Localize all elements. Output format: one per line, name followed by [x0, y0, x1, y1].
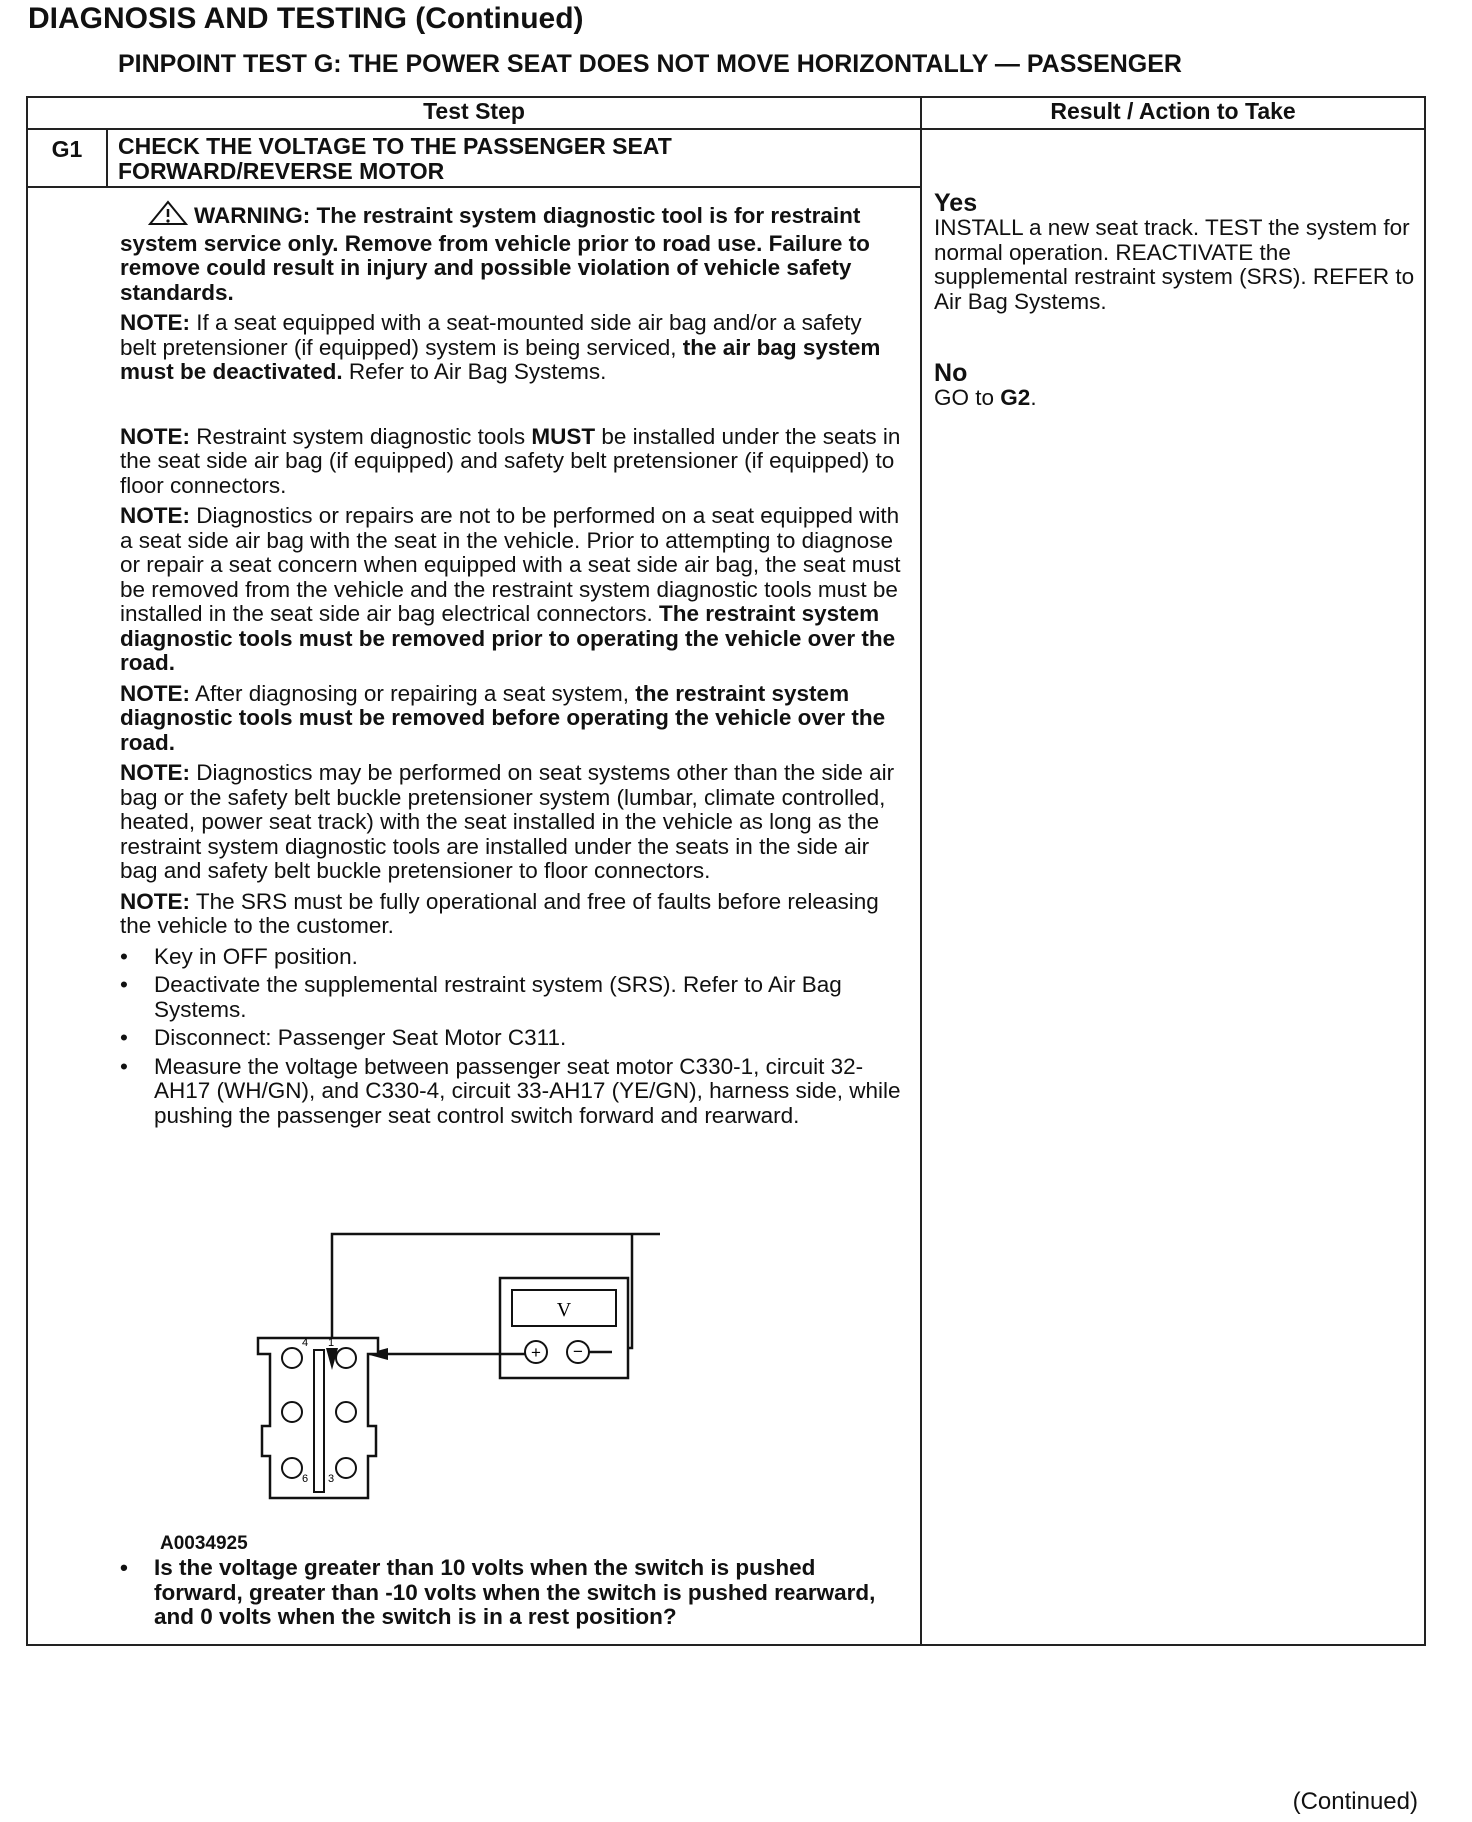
figure-id: A0034925	[160, 1532, 248, 1554]
voltmeter-diagram	[160, 1226, 904, 1522]
svg-text:6: 6	[302, 1473, 309, 1485]
note-no-repair-in-vehicle: NOTE: Diagnostics or repairs are not to be performed on a seat equipped with a seat side air bag with the seat in the vehicle. Prior to attempting to diagnose or repair a seat concern when equipped with a seat side air bag, the seat must be removed from the vehicle and the restraint system diagnostic tools must be installed in the seat side air bag electrical connectors. The restraint system diagnostic tools must be removed prior to operating the vehicle over the road.	[120, 503, 901, 675]
yes-action: INSTALL a new seat track. TEST the system for normal operation. REACTIVATE the supplemental restraint system (SRS). REFER to Air Bag Systems.	[934, 215, 1415, 314]
pin-4	[282, 1348, 302, 1368]
connector-voltmeter-svg	[160, 1226, 660, 1516]
svg-text:3: 3	[328, 1473, 335, 1485]
svg-text:−: −	[573, 1342, 583, 1361]
no-label: No	[934, 359, 968, 387]
yes-label: Yes	[934, 189, 978, 217]
svg-text:+: +	[531, 1343, 541, 1362]
no-action: GO to G2.	[934, 385, 1037, 410]
table-header-row	[27, 97, 1425, 129]
list-item: • Disconnect: Passenger Seat Motor C311.	[120, 1026, 904, 1051]
list-item: • Measure the voltage between passenger seat motor C330-1, circuit 32-AH17 (WH/GN), and C330-4, circuit 33-AH17 (YE/GN), harness side, while pushing the passenger seat control switch forward and rearward.	[120, 1055, 904, 1129]
pinpoint-test-title: PINPOINT TEST G: THE POWER SEAT DOES NOT MOVE HORIZONTALLY — PASSENGER	[118, 50, 1182, 78]
note-tools-must: NOTE: Restraint system diagnostic tools MUST be installed under the seats in the seat side air bag (if equipped) and safety belt pretensioner (if equipped) to floor connectors.	[120, 423, 901, 498]
svg-text:4: 4	[302, 1337, 309, 1349]
step-body	[27, 187, 921, 1645]
result-cell	[921, 129, 1425, 1645]
list-item: • Deactivate the supplemental restraint system (SRS). Refer to Air Bag Systems.	[120, 973, 904, 1022]
pinpoint-table	[26, 96, 1426, 1646]
pin-6	[282, 1458, 302, 1478]
note-srs-operational: NOTE: The SRS must be fully operational and free of faults before releasing the vehicle to the customer.	[120, 888, 879, 938]
step-title-row	[27, 129, 1425, 187]
step-id: G1	[27, 129, 107, 187]
note-after-repair: NOTE: After diagnosing or repairing a seat system, the restraint system diagnostic tools must be removed before operating the vehicle over the road.	[120, 680, 886, 755]
page-title: DIAGNOSIS AND TESTING (Continued)	[28, 2, 584, 35]
step-bullets	[120, 945, 904, 1129]
list-item: • Key in OFF position.	[120, 945, 904, 970]
voltmeter-unit-label: V	[556, 1299, 572, 1321]
no-target-step: G2	[1000, 385, 1031, 410]
col-result: Result / Action to Take	[921, 97, 1425, 129]
step-title: CHECK THE VOLTAGE TO THE PASSENGER SEAT FORWARD/REVERSE MOTOR	[107, 129, 921, 187]
question-list	[120, 1556, 904, 1630]
warning-text: WARNING: The restraint system diagnostic tool is for restraint system service only. Remove from vehicle prior to road use. Failure to remove could result in injury and possible violation of vehicle safety standards.	[120, 200, 904, 305]
note-air-bag: NOTE: If a seat equipped with a seat-mounted side air bag and/or a safety belt pretensioner (if equipped) system is being serviced, the air bag system must be deactivated. Refer to Air Bag Systems.	[120, 310, 881, 384]
test-question: • Is the voltage greater than 10 volts when the switch is pushed forward, greater than -10 volts when the switch is pushed rearward, and 0 volts when the switch is in a rest position?	[120, 1556, 904, 1630]
warning-triangle-icon	[134, 200, 188, 232]
pin-3	[336, 1458, 356, 1478]
note-other-systems: NOTE: Diagnostics may be performed on seat systems other than the side air bag or the safety belt buckle pretensioner system (lumbar, climate controlled, heated, power seat track) with the seat installed in the vehicle as long as the restraint system diagnostic tools are installed under the seats in the side air bag and safety belt buckle pretensioner to floor connectors.	[120, 760, 895, 883]
col-test-step: Test Step	[27, 97, 921, 129]
pin-1	[336, 1348, 356, 1368]
continued-label: (Continued)	[1292, 1788, 1418, 1815]
svg-text:1: 1	[328, 1337, 335, 1349]
